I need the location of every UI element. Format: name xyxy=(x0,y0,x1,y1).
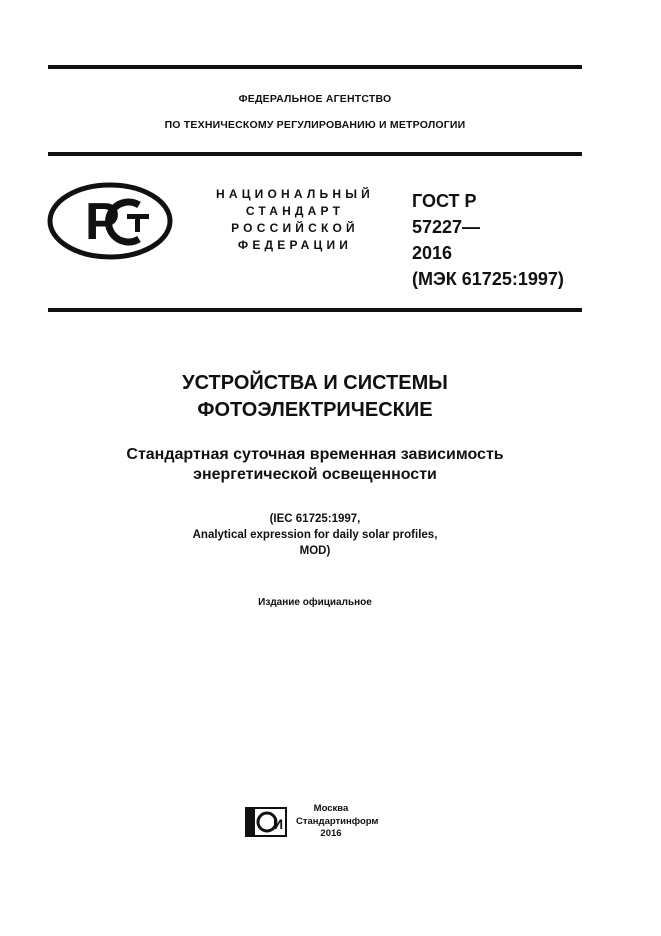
agency-name-line1: ФЕДЕРАЛЬНОЕ АГЕНТСТВО xyxy=(238,93,392,105)
svg-text:И: И xyxy=(273,816,284,832)
iec-reference xyxy=(48,511,582,559)
standartinform-logo-icon xyxy=(245,807,287,837)
iec-line-1: (IEC 61725:1997, xyxy=(269,513,361,525)
iec-line-2: Analytical expression for daily solar profiles, xyxy=(192,529,438,541)
iec-line-3: MOD) xyxy=(299,545,331,557)
rst-logo-icon xyxy=(47,182,173,260)
publisher-city: Москва xyxy=(313,803,349,814)
svg-text:P: P xyxy=(85,193,120,251)
gost-line-4: (МЭК 61725:1997) xyxy=(412,269,564,289)
title-line-1: УСТРОЙСТВА И СИСТЕМЫ xyxy=(182,372,448,394)
national-line-1: НАЦИОНАЛЬНЫЙ xyxy=(215,187,375,201)
gost-line-2: 57227— xyxy=(412,217,481,237)
edition-label: Издание официальное xyxy=(258,597,372,608)
document-subtitle xyxy=(48,445,582,485)
publisher-name: Стандартинформ xyxy=(296,815,379,827)
gost-designation xyxy=(412,188,564,292)
top-rule xyxy=(48,65,582,69)
publisher-info xyxy=(296,803,379,841)
header-divider xyxy=(48,152,582,156)
publisher-year: 2016 xyxy=(320,828,342,839)
subtitle-line-2: энергетической освещенности xyxy=(193,466,437,483)
national-line-4: ФЕДЕРАЦИИ xyxy=(237,238,353,252)
document-title xyxy=(48,370,582,424)
gost-line-3: 2016 xyxy=(412,243,453,263)
national-line-2: СТАНДАРТ xyxy=(245,204,345,218)
standard-divider xyxy=(48,308,582,312)
subtitle-line-1: Стандартная суточная временная зависимость xyxy=(126,446,504,463)
gost-line-1: ГОСТ Р xyxy=(412,191,477,211)
agency-name-line2: ПО ТЕХНИЧЕСКОМУ РЕГУЛИРОВАНИЮ И МЕТРОЛОГИИ xyxy=(164,119,466,131)
title-line-2: ФОТОЭЛЕКТРИЧЕСКИЕ xyxy=(197,399,433,421)
national-standard-label xyxy=(200,186,390,254)
national-line-3: РОССИЙСКОЙ xyxy=(231,221,359,235)
